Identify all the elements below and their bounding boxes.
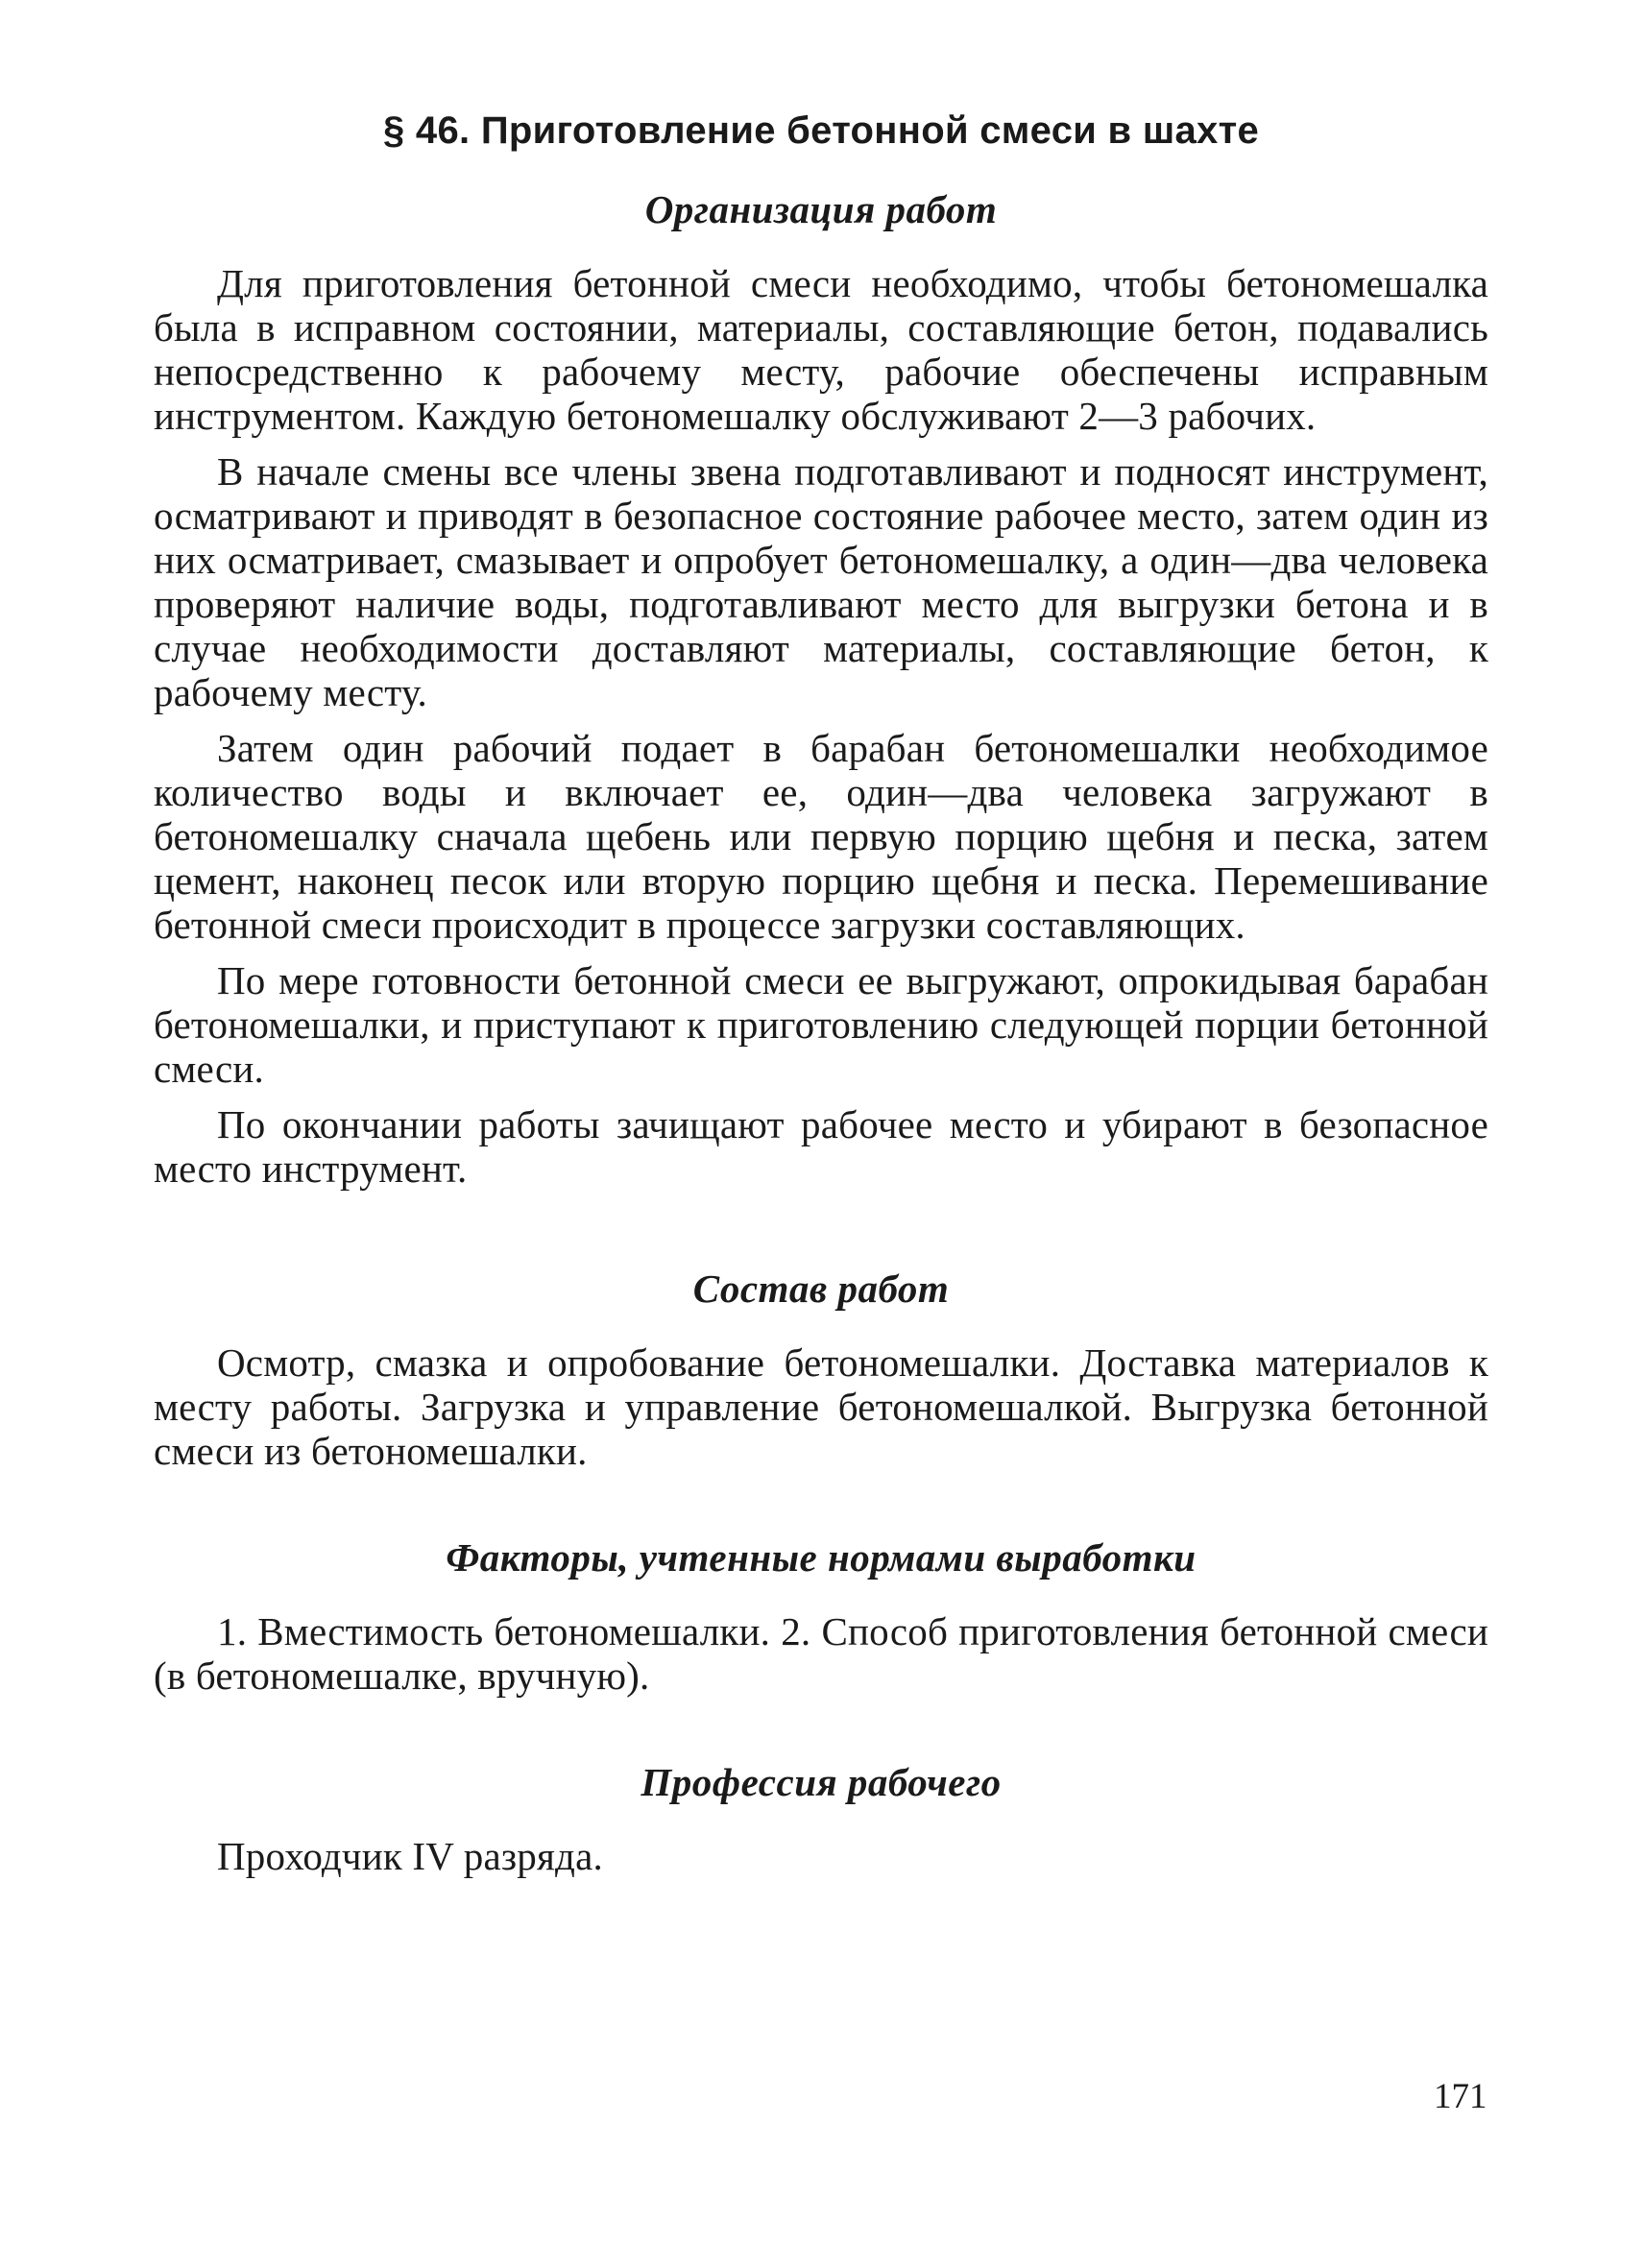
organization-heading: Организация работ — [644, 187, 998, 231]
factors-heading: Факторы, учтенные нормами выработки — [446, 1535, 1197, 1580]
profession-heading: Профессия рабочего — [641, 1760, 1002, 1804]
composition-heading: Состав работ — [692, 1267, 950, 1311]
profession-text: Проходчик IV разряда. — [217, 1834, 603, 1878]
spacer — [154, 1709, 1488, 1757]
organization-paragraph-1: Для приготовления бетонной смеси необходимо, чтобы бетономешалка была в исправном состоянии, материалы, составляющие бетон, подавались непосредственно к рабочему месту, рабочие обеспечены исправным инструментом. Каждую бетономешалку обслуживают 2—3 рабочих. — [154, 261, 1488, 438]
spacer — [154, 1202, 1488, 1264]
organization-paragraph-4: По мере готовности бетонной смеси ее выгружают, опрокидывая барабан бетономешалки, и приступают к приготовлению следующей порции бетонной смеси. — [154, 958, 1488, 1091]
factors-text: 1. Вместимость бетономешалки. 2. Способ приготовления бетонной смеси (в бетономешалке, вручную). — [154, 1609, 1488, 1698]
organization-paragraph-2: В начале смены все члены звена подготавливают и подносят инструмент, осматривают и приводят в безопасное состояние рабочее место, затем один из них осматривает, смазывает и опробует бетономешалку, а один—два человека проверяют наличие воды, подготавливают место для выгрузки бетона и в случае необходимости доставляют материалы, составляющие бетон, к рабочему месту. — [154, 449, 1488, 714]
organization-paragraph-5: По окончании работы зачищают рабочее место и убирают в безопасное место инструмент. — [154, 1102, 1488, 1191]
section-title: § 46. Приготовление бетонной смеси в шахте — [382, 109, 1260, 152]
page-number: 171 — [1434, 2077, 1487, 2116]
organization-paragraph-3: Затем один рабочий подает в барабан бетономешалки необходимое количество воды и включает ее, один—два человека загружают в бетономешалку сначала щебень или первую порцию щебня и песка, затем цемент, наконец песок или вторую порцию щебня и песка. Перемешивание бетонной смеси происходит в процессе загрузки составляющих. — [154, 726, 1488, 947]
composition-text: Осмотр, смазка и опробование бетономешалки. Доставка материалов к месту работы. Загрузка и управление бетономешалкой. Выгрузка бетонной смеси из бетономешалки. — [154, 1340, 1488, 1473]
spacer — [154, 1484, 1488, 1532]
document-page — [154, 106, 1488, 1890]
